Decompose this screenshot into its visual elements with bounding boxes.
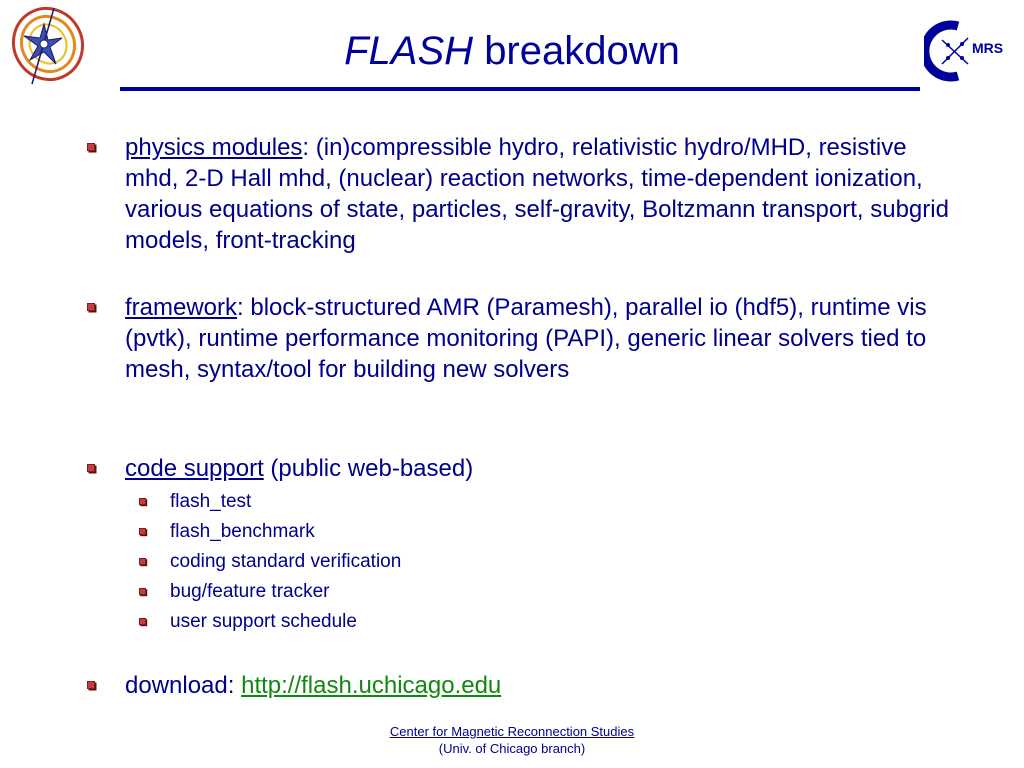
physics-modules-description: : (in)compressible hydro, relativistic hydro/MHD, resistive mhd, 2-D Hall mhd, (nuclear) reaction networks, time-dependent ionization, various equations of state, particles, self-gravity, Boltzmann transport, subgrid models, front-tracking: [125, 134, 949, 254]
download-url-link[interactable]: http://flash.uchicago.edu: [241, 672, 502, 699]
bullet-text: [125, 453, 955, 484]
footer-center-link[interactable]: Center for Magnetic Reconnection Studies: [389, 724, 635, 739]
bullet-square-icon: [87, 143, 95, 151]
bullet-text: [125, 292, 955, 385]
framework-description: : block-structured AMR (Paramesh), parallel io (hdf5), runtime vis (pvtk), runtime performance monitoring (PAPI), generic linear solvers tied to mesh, syntax/tool for building new solvers: [125, 294, 927, 383]
bullet-square-icon: [87, 303, 95, 311]
slide-footer: [0, 723, 1024, 757]
bullet-square-icon: [87, 464, 95, 472]
sub-bullet-square-icon: [139, 618, 146, 625]
sub-bullet-text: flash_test: [170, 491, 252, 512]
sub-bullet-text: bug/feature tracker: [170, 581, 330, 602]
sub-bullet-square-icon: [139, 528, 146, 535]
sub-bullet-text: coding standard verification: [170, 551, 402, 572]
framework-link[interactable]: framework: [125, 294, 238, 321]
bullet-text: [125, 670, 955, 701]
sub-bullet-square-icon: [139, 588, 146, 595]
download-label: download:: [125, 672, 242, 699]
physics-modules-link[interactable]: physics modules: [125, 134, 303, 161]
code-support-description: (public web-based): [263, 455, 474, 482]
title-underline: [120, 87, 920, 91]
sub-bullet-text: flash_benchmark: [170, 521, 315, 542]
sub-bullet-square-icon: [139, 498, 146, 505]
bullet-square-icon: [87, 681, 95, 689]
slide-title: [0, 26, 1024, 76]
footer-branch: (Univ. of Chicago branch): [438, 741, 586, 756]
code-support-link[interactable]: code support: [125, 455, 264, 482]
mrs-logo-text: MRS: [972, 40, 1004, 56]
title-rest: breakdown: [484, 29, 680, 73]
sub-bullet-text: user support schedule: [170, 611, 357, 632]
bullet-text: [125, 132, 955, 256]
title-italic: FLASH: [344, 29, 474, 73]
sub-bullet-square-icon: [139, 558, 146, 565]
